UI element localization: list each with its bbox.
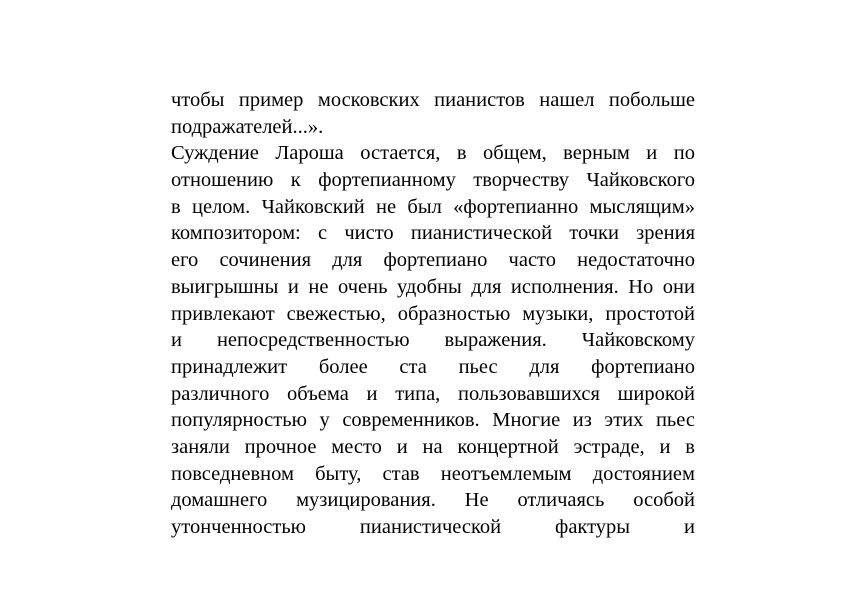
text-line: утонченностью пианистической фактуры и <box>171 516 695 538</box>
text-line: его сочинения для фортепиано часто недостаточно <box>171 249 695 272</box>
text-line: чтобы пример московских пианистов нашел побольше <box>171 89 695 111</box>
text-line: заняли прочное место и на концертной эстраде, и в <box>171 435 695 458</box>
text-line: композитором: с чисто пианистической точки зрения <box>171 222 695 245</box>
text-line: привлекают свежестью, образностью музыки, простотой <box>171 302 695 325</box>
text-line: выигрышны и не очень удобны для исполнения. Но они <box>171 275 695 298</box>
text-line: в целом. Чайковский не был «фортепианно мыслящим» <box>171 195 695 218</box>
body-text <box>171 87 695 541</box>
text-line: и непосредственностью выражения. Чайковскому <box>171 329 695 352</box>
text-line: различного объема и типа, пользовавшихся широкой <box>171 382 695 405</box>
text-line: Суждение Лароша остается, в общем, верным и по <box>171 142 695 165</box>
text-line: популярностью у современников. Многие из этих пьес <box>171 409 695 432</box>
text-line: принадлежит более ста пьес для фортепиано <box>171 355 695 378</box>
text-line: отношению к фортепианному творчеству Чайковского <box>171 169 695 192</box>
text-line: домашнего музицирования. Не отличаясь особой <box>171 489 695 512</box>
text-line: повседневном быту, став неотъемлемым достоянием <box>171 462 695 485</box>
text-line: подражателей...». <box>171 115 324 138</box>
